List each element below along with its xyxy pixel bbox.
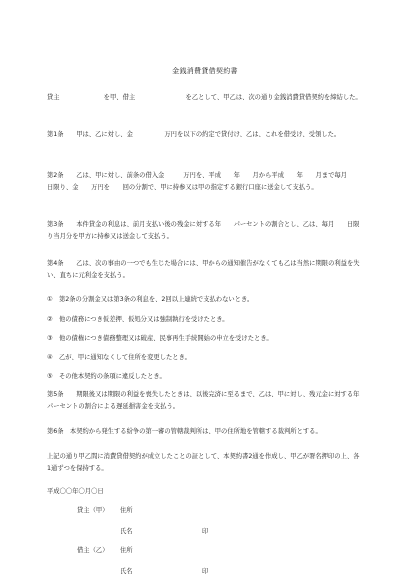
condition-4: ④ 乙が、甲に通知なくして住所を変更したとき。 [47, 354, 191, 361]
article-4: 第4条 乙は、次の事由の一つでも生じた場合には、甲からの通知催告がなくても乙は当然に期限の利益を失い、直ちに元利金を支払う。 [47, 260, 360, 279]
contract-date: 平成〇〇年〇月〇日 [47, 488, 104, 495]
condition-1: ① 第2条の分割金又は第3条の利息を、2回以上連続で支払わないとき。 [47, 296, 254, 303]
lender-name-label: 氏名 [120, 528, 133, 535]
borrower-name-label: 氏名 [120, 568, 133, 575]
borrower-seal-label: 印 [202, 568, 209, 575]
article-6: 第6条 本契約から発生する紛争の第一審の管轄裁判所は、甲の住所地を管轄する裁判所とする。 [47, 428, 322, 435]
lender-label: 貸主（甲） [77, 507, 109, 514]
condition-5: ⑤ その他本契約の条項に違反したとき。 [47, 373, 166, 380]
article-3: 第3条 本件貸金の利息は、前月支払い後の残金に対する年 パーセントの割合とし、乙は、毎月 日限り当月分を甲方に持参又は送金して支払う。 [47, 221, 360, 240]
document-title: 金銭消費貸借契約書 [172, 67, 238, 75]
condition-3: ③ 他の債権につき債務整理又は破産、民事再生手続開始の申立を受けたとき。 [47, 335, 273, 342]
preamble-text: 貸主 を甲、借主 を乙として、甲乙は、次の通り金銭消費貸借契約を締結した。 [47, 94, 362, 101]
condition-2: ② 他の債務につき仮差押、仮処分又は強制執行を受けたとき。 [47, 316, 229, 323]
lender-seal-label: 印 [202, 528, 209, 535]
borrower-label: 借主（乙） [77, 547, 109, 554]
article-5: 第5条 期限後又は期限の利益を喪失したときは、以後完済に至るまで、乙は、甲に対し、残元金に対する年 パーセントの割合による遅延損害金を支払う。 [47, 391, 373, 410]
article-2: 第2条 乙は、甲に対し、前条の借入金 万円を、平成 年 月から平成 年 月まで毎月 日限り、金 万円を 回の分割で、甲に持参又は甲の指定する銀行口座に送金して支払う。 [47, 172, 360, 191]
article-1: 第1条 甲は、乙に対し、金 万円を以下の約定で貸付け、乙は、これを借受け、受領した。 [47, 131, 341, 138]
closing-text: 上記の通り甲乙間に消費貸借契約が成立したことの証として、本契約書2通を作成し、甲乙が署名押印の上、各1通ずつを保持する。 [47, 453, 360, 472]
borrower-address-label: 住所 [120, 547, 133, 554]
lender-address-label: 住所 [120, 507, 133, 514]
